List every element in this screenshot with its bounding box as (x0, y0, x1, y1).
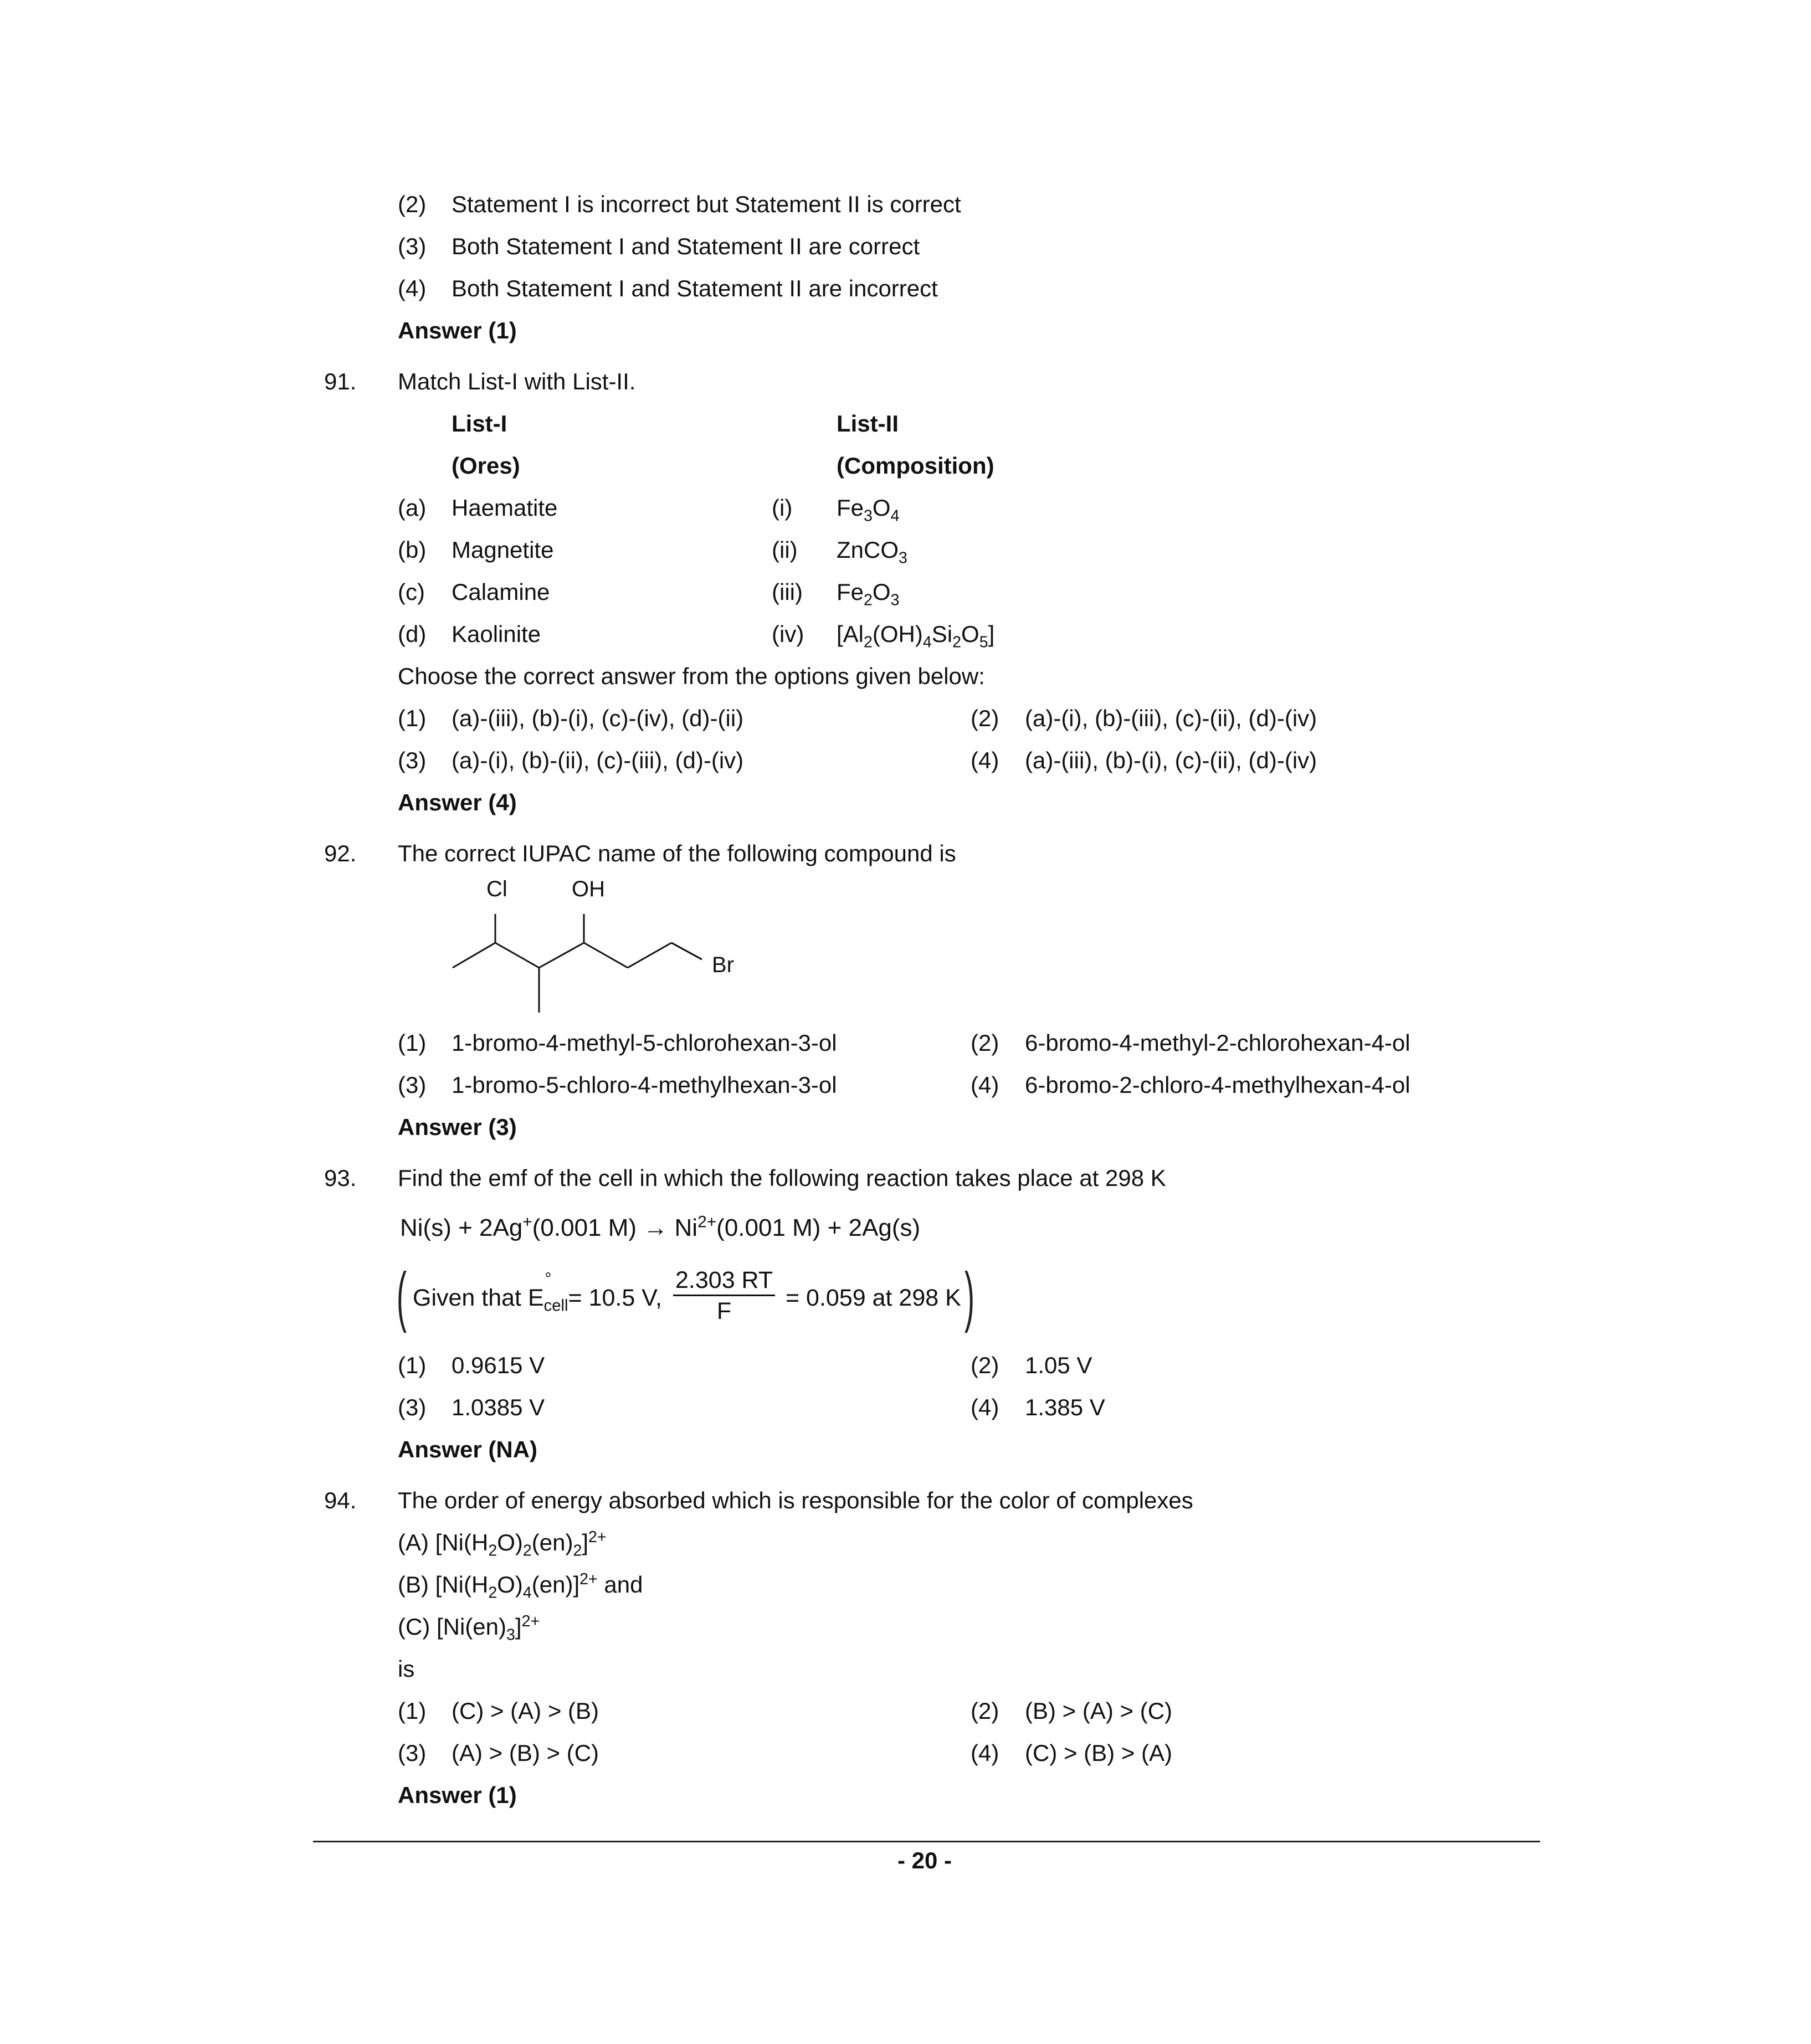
row-label: (iv) (772, 621, 804, 647)
chemical-structure (443, 870, 753, 1019)
complex-formula: (C) $[Ni(en)_3]^{2+}$ (398, 1612, 540, 1644)
option-text: (a)-(iii), (b)-(i), (c)-(iv), (d)-(ii) (452, 705, 744, 731)
option-text: (C) > (A) > (B) (452, 1698, 599, 1724)
option-number: (4) (971, 1072, 999, 1098)
option-text: 1-bromo-4-methyl-5-chlorohexan-3-ol (452, 1030, 837, 1056)
ore-name: Magnetite (452, 537, 554, 563)
list2-header: List-II (837, 410, 899, 436)
answer-label: Answer (4) (398, 789, 517, 815)
option-number: (1) (398, 705, 427, 731)
page-number: - 20 - (897, 1847, 952, 1873)
option-text: (a)-(iii), (b)-(i), (c)-(ii), (d)-(iv) (1025, 747, 1317, 773)
chlorine-label: Cl (486, 877, 507, 901)
ore-composition: $Fe_3O_4$ (837, 495, 900, 525)
question-number: 92. (324, 840, 357, 866)
option-number: (4) (971, 1740, 999, 1766)
list2-subheader: (Composition) (837, 453, 994, 479)
option-number: (4) (971, 1394, 999, 1420)
answer-label: Answer (NA) (398, 1436, 538, 1462)
option-number: (3) (398, 747, 427, 773)
right-paren: ) (964, 1259, 974, 1333)
answer-label: Answer (1) (398, 1782, 517, 1808)
option-number: (4) (398, 275, 427, 301)
row-label: (b) (398, 537, 427, 563)
question-number: 93. (324, 1165, 357, 1191)
ore-composition: $Fe_2O_3$ (837, 579, 900, 609)
question-stem: Find the emf of the cell in which the following reaction takes place at 298 K (398, 1165, 1166, 1191)
is-word: is (398, 1656, 415, 1682)
option-number: (4) (971, 747, 999, 773)
ore-composition: ZnCO$_3$ (837, 537, 907, 567)
option-number: (1) (398, 1352, 427, 1378)
option-number: (3) (398, 1740, 427, 1766)
option-text: 1-bromo-5-chloro-4-methylhexan-3-ol (452, 1072, 837, 1098)
option-text: 1.05 V (1025, 1352, 1092, 1378)
option-text: Statement I is incorrect but Statement II is correct (452, 191, 961, 217)
given-fraction: $\frac{2.303 RT}{F}$ (673, 1268, 775, 1323)
option-number: (1) (398, 1030, 427, 1056)
ore-name: Kaolinite (452, 621, 541, 647)
ore-name: Calamine (452, 579, 550, 605)
option-text: 6-bromo-4-methyl-2-chlorohexan-4-ol (1025, 1030, 1410, 1056)
option-text: Both Statement I and Statement II are correct (452, 233, 920, 259)
given-suffix: = 0.059 at 298 K (786, 1285, 961, 1311)
option-text: (A) > (B) > (C) (452, 1740, 599, 1766)
row-label: (a) (398, 495, 427, 521)
option-number: (2) (971, 1698, 999, 1724)
row-label: (i) (772, 495, 793, 521)
option-text: (a)-(i), (b)-(ii), (c)-(iii), (d)-(iv) (452, 747, 744, 773)
given-prefix: Given that E ° $_{cell}$= 10.5 V, (413, 1270, 662, 1315)
question-number: 91. (324, 368, 357, 394)
row-label: (ii) (772, 537, 798, 563)
option-number: (2) (971, 1030, 999, 1056)
ore-composition: $[Al_2(OH)_4Si_2O_5]$ (837, 621, 995, 651)
option-number: (3) (398, 233, 427, 259)
option-text: Both Statement I and Statement II are incorrect (452, 275, 938, 301)
option-number: (2) (971, 1352, 999, 1378)
row-label: (d) (398, 621, 427, 647)
left-paren: ( (396, 1259, 407, 1333)
row-label: (iii) (772, 579, 803, 605)
row-label: (c) (398, 579, 425, 605)
complex-formula: (A) $[Ni(H_2O)_2(en)_2]^{2+}$ (398, 1528, 607, 1560)
footer-rule (313, 1841, 1540, 1842)
answer-label: Answer (1) (398, 317, 517, 343)
option-text: 1.385 V (1025, 1394, 1105, 1420)
option-text: (B) > (A) > (C) (1025, 1698, 1173, 1724)
option-number: (2) (398, 191, 427, 217)
option-number: (3) (398, 1072, 427, 1098)
question-stem: The order of energy absorbed which is responsible for the color of complexes (398, 1487, 1193, 1513)
list1-header: List-I (452, 410, 507, 436)
question-stem: The correct IUPAC name of the following compound is (398, 840, 956, 866)
option-number: (3) (398, 1394, 427, 1420)
option-text: (a)-(i), (b)-(iii), (c)-(ii), (d)-(iv) (1025, 705, 1317, 731)
question-stem: Match List-I with List-II. (398, 368, 636, 394)
option-text: 0.9615 V (452, 1352, 545, 1378)
complex-formula: (B) $[Ni(H_2O)_4(en)]^{2+}$ and (398, 1570, 643, 1602)
option-text: 6-bromo-2-chloro-4-methylhexan-4-ol (1025, 1072, 1410, 1098)
hydroxyl-label: OH (572, 877, 605, 901)
list1-subheader: (Ores) (452, 453, 520, 479)
option-text: 1.0385 V (452, 1394, 545, 1420)
instruction: Choose the correct answer from the options given below: (398, 663, 985, 689)
option-number: (2) (971, 705, 999, 731)
bromine-label: Br (712, 953, 734, 977)
answer-label: Answer (3) (398, 1114, 517, 1140)
question-number: 94. (324, 1487, 357, 1513)
option-text: (C) > (B) > (A) (1025, 1740, 1173, 1766)
option-number: (1) (398, 1698, 427, 1724)
reaction-equation: Ni(s) + 2Ag+(0.001 $M) \to Ni^{2+}(0.001$ M) + 2Ag(s) (400, 1213, 921, 1241)
ore-name: Haematite (452, 495, 558, 521)
